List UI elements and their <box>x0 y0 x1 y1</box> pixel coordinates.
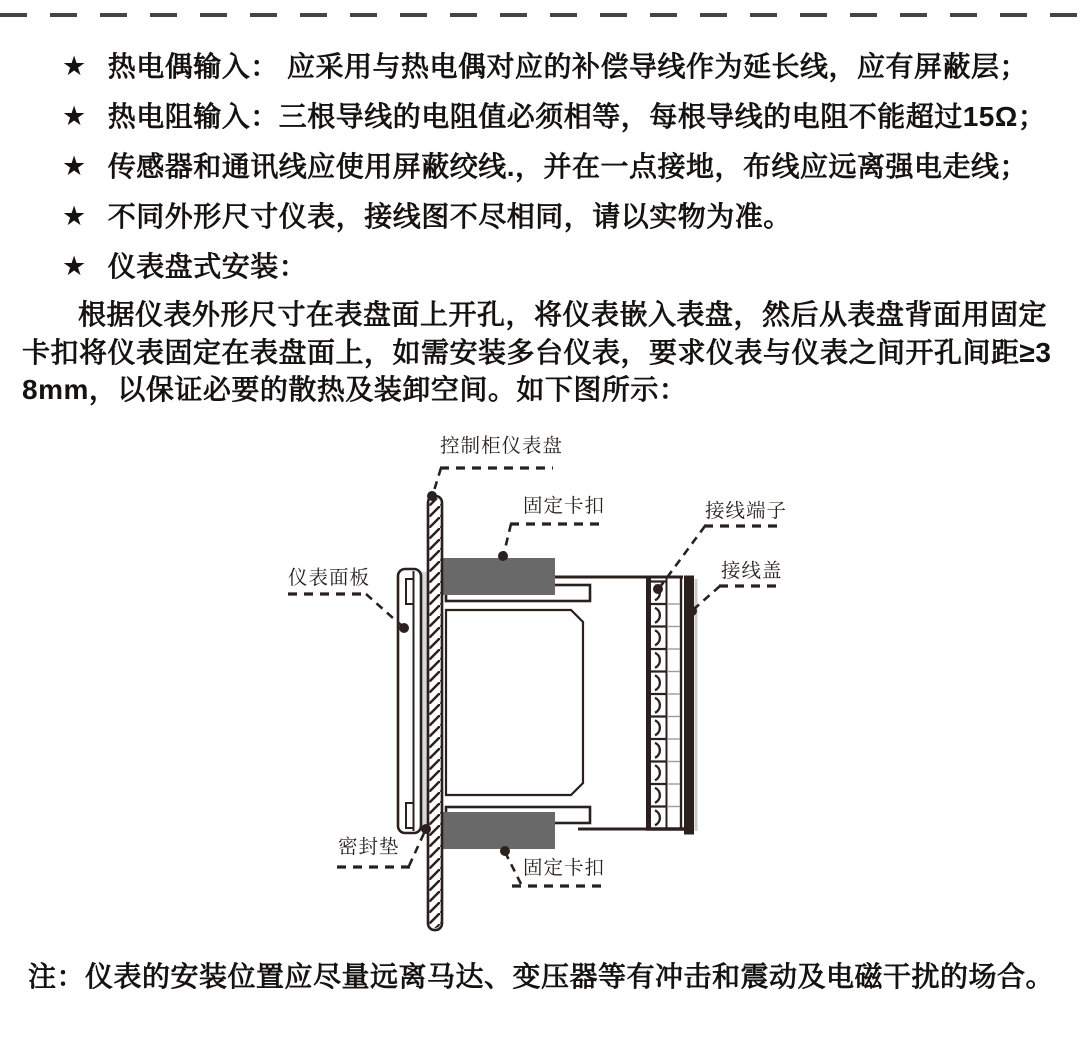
label-fixing-clip-top: 固定卡扣 <box>523 495 606 517</box>
star-icon: ★ <box>62 201 87 231</box>
fixing-clip-bottom-shape <box>441 812 555 849</box>
star-icon: ★ <box>62 251 87 281</box>
bullet-item-shielded-wire <box>62 152 1062 182</box>
faceplate-shape <box>398 569 421 833</box>
bullet-list <box>62 52 1062 302</box>
label-wiring-terminal: 接线端子 <box>705 500 788 522</box>
page-top-dashed-rule <box>0 13 1080 17</box>
bullet-text: 热电偶输入： 应采用与热电偶对应的补偿导线作为延长线，应有屏蔽层； <box>107 51 1029 82</box>
fixing-clip-top-shape <box>441 558 555 595</box>
bullet-text: 仪表盘式安装： <box>107 251 308 282</box>
star-icon: ★ <box>62 151 87 181</box>
bullet-text: 热电阻输入：三根导线的电阻值必须相等，每根导线的电阻不能超过15Ω； <box>107 101 1047 132</box>
bullet-item-rtd <box>62 102 1062 132</box>
star-icon: ★ <box>62 51 87 81</box>
bullet-text: 传感器和通讯线应使用屏蔽绞线.，并在一点接地，布线应远离强电走线； <box>107 151 1029 182</box>
installation-paragraph: 根据仪表外形尺寸在表盘面上开孔，将仪表嵌入表盘，然后从表盘背面用固定卡扣将仪表固定在表盘面上，如需安装多台仪表，要求仪表与仪表之间开孔间距≥38mm，以保证必要的散热及装卸空间。如下图所示： <box>22 299 1052 405</box>
installation-note: 注：仪表的安装位置应尽量远离马达、变压器等有冲击和震动及电磁干扰的场合。 <box>28 961 1055 992</box>
label-sealing-gasket: 密封垫 <box>338 836 400 858</box>
terminal-screw-icons <box>655 585 660 825</box>
installation-diagram <box>0 430 1080 942</box>
label-instrument-faceplate: 仪表面板 <box>288 567 371 589</box>
label-fixing-clip-bottom: 固定卡扣 <box>523 857 606 879</box>
bullet-item-thermocouple <box>62 52 1062 82</box>
panel-hatched-bar-shape <box>428 496 442 930</box>
bullet-item-wiring-diagram <box>62 202 1062 232</box>
bullet-item-panel-mount <box>62 252 1062 282</box>
bullet-text: 不同外形尺寸仪表，接线图不尽相同，请以实物为准。 <box>107 201 792 232</box>
label-control-cabinet-panel: 控制柜仪表盘 <box>440 435 564 457</box>
label-wiring-cover: 接线盖 <box>721 560 783 582</box>
star-icon: ★ <box>62 101 87 131</box>
